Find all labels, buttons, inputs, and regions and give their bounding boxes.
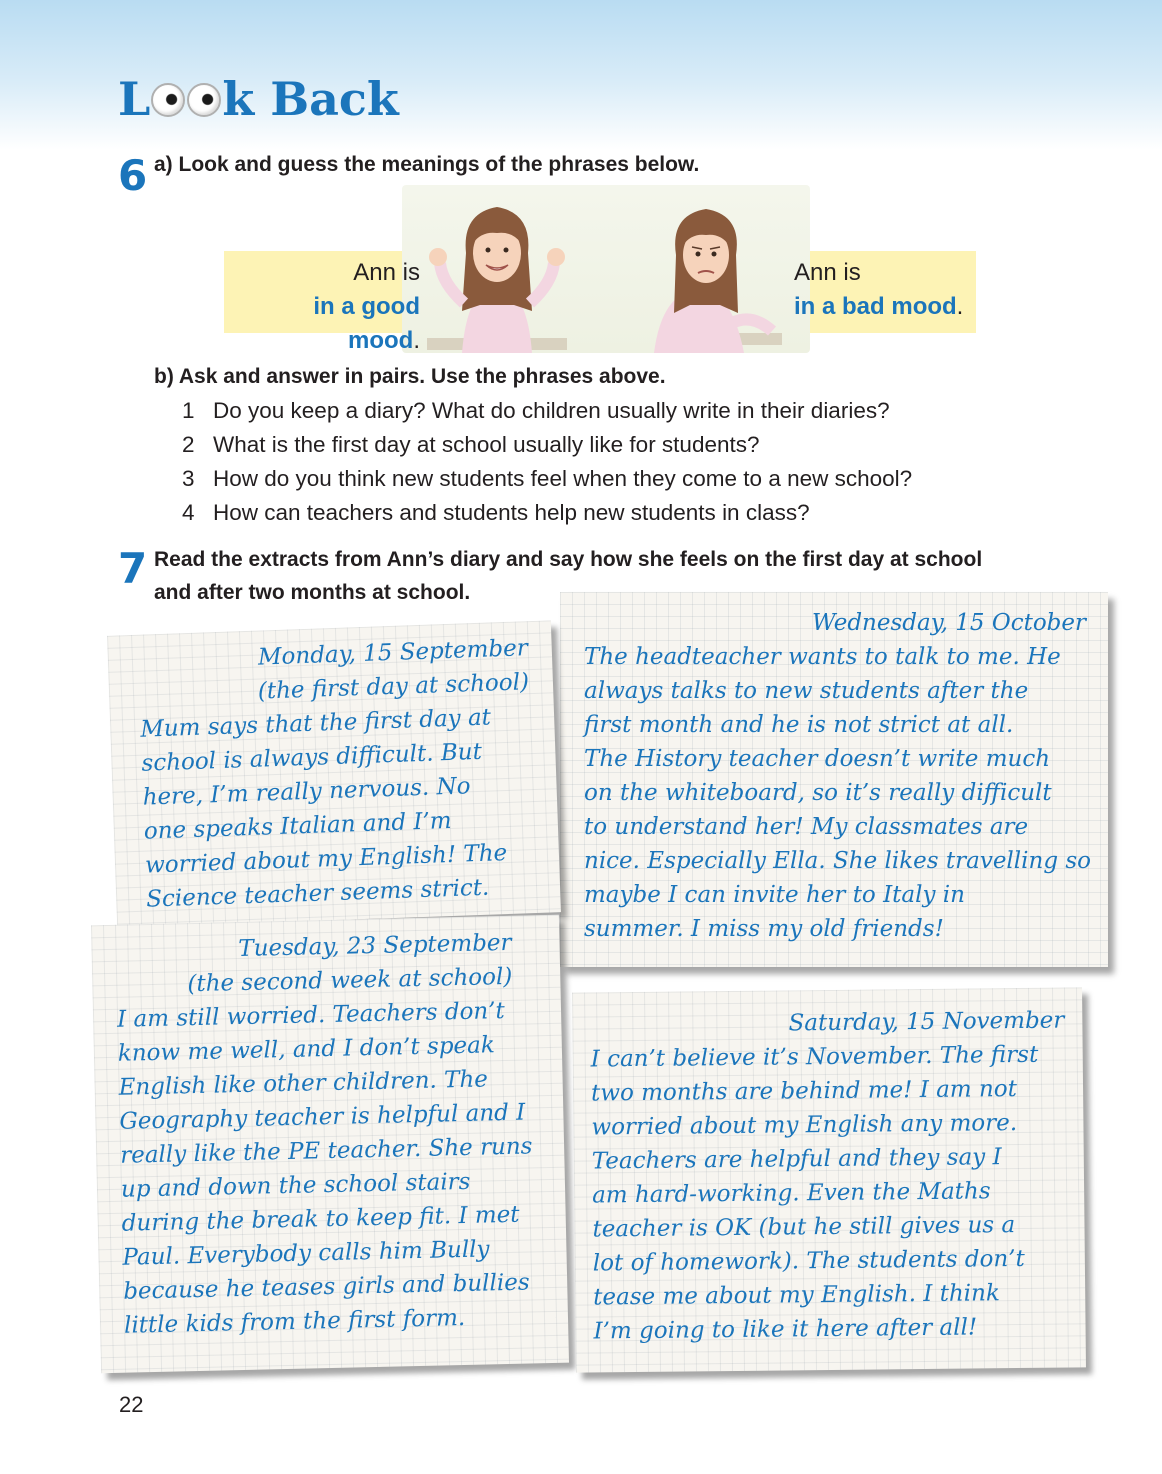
diary-date-note: (the second week at school) xyxy=(187,963,513,998)
diary-line: English like other children. The xyxy=(118,1066,489,1101)
question-number: 4 xyxy=(182,500,195,525)
diary-line: here, I’m really nervous. No xyxy=(142,773,471,811)
diary-line: I am still worried. Teachers don’t xyxy=(116,998,506,1033)
diary-line: am hard-working. Even the Maths xyxy=(592,1178,991,1209)
sad-girl-illustration xyxy=(632,193,782,353)
diary-line: teacher is OK (but he still gives us a xyxy=(592,1212,1016,1243)
eye-icon xyxy=(151,83,185,117)
header-band xyxy=(0,0,1162,150)
diary-date: Tuesday, 23 September xyxy=(238,929,512,963)
instruction-line: and after two months at school. xyxy=(154,581,471,604)
diary-line: Mum says that the first day at xyxy=(139,704,492,743)
diary-body xyxy=(591,1038,1068,1349)
question-number: 3 xyxy=(182,466,195,491)
diary-line: one speaks Italian and I’m xyxy=(143,807,453,845)
bad-mood-label xyxy=(794,256,974,324)
diary-line: maybe I can invite her to Italy in xyxy=(584,882,965,908)
exercise-6a-instruction: a) Look and guess the meanings of the phrases below. xyxy=(154,153,700,176)
illustration xyxy=(402,185,810,353)
title-end: k Back xyxy=(222,72,399,126)
good-mood-prefix: Ann is xyxy=(353,259,420,286)
question-number: 1 xyxy=(182,398,195,423)
diary-line: Teachers are helpful and they say I xyxy=(591,1144,1002,1175)
page-number: 22 xyxy=(119,1392,144,1417)
instruction-line: Read the extracts from Ann’s diary and say how she feels on the first day at school xyxy=(154,548,983,571)
exercise-7-number: 7 xyxy=(118,544,148,593)
diary-line: I can’t believe it’s November. The first xyxy=(590,1041,1039,1073)
diary-line: The headteacher wants to talk to me. He xyxy=(584,644,1061,670)
question-text: What is the first day at school usually like for students? xyxy=(213,432,760,457)
exercise-6b-instruction: b) Ask and answer in pairs. Use the phrases above. xyxy=(154,365,666,388)
diary-note-september-23 xyxy=(91,915,569,1374)
good-mood-period: . xyxy=(413,327,420,354)
diary-line: up and down the school stairs xyxy=(120,1168,471,1203)
diary-line: to understand her! My classmates are xyxy=(584,814,1029,840)
section-title xyxy=(118,72,399,126)
list-item xyxy=(182,462,912,496)
diary-line: first month and he is not strict at all. xyxy=(584,712,1014,738)
diary-line: worried about my English! The xyxy=(144,840,508,879)
diary-line: Science teacher seems strict. xyxy=(145,874,490,913)
diary-line: school is always difficult. But xyxy=(141,738,483,777)
question-text: How can teachers and students help new students in class? xyxy=(213,500,810,525)
diary-body xyxy=(116,994,533,1343)
diary-line: during the break to keep fit. I met xyxy=(121,1201,520,1237)
diary-date: Monday, 15 September xyxy=(257,635,529,671)
diary-line: lot of homework). The students don’t xyxy=(592,1245,1025,1277)
question-number: 2 xyxy=(182,432,195,457)
diary-date-note: (the first day at school) xyxy=(257,669,530,705)
diary-note-october xyxy=(560,592,1108,967)
diary-line: nice. Especially Ella. She likes travelling so xyxy=(584,848,1091,874)
diary-line: Geography teacher is helpful and I xyxy=(119,1099,526,1135)
diary-line: always talks to new students after the xyxy=(584,678,1029,704)
diary-date: Saturday, 15 November xyxy=(788,1007,1065,1037)
diary-line: worried about my English any more. xyxy=(591,1110,1018,1141)
list-item xyxy=(182,394,912,428)
good-mood-label xyxy=(240,256,420,358)
diary-date: Wednesday, 15 October xyxy=(811,610,1086,636)
diary-note-september-15 xyxy=(107,620,561,927)
diary-line: I’m going to like it here after all! xyxy=(593,1314,978,1345)
diary-line: The History teacher doesn’t write much xyxy=(584,746,1051,772)
good-mood-phrase: in a good mood xyxy=(313,293,420,354)
diary-line: little kids from the first form. xyxy=(123,1304,466,1339)
diary-line: tease me about my English. I think xyxy=(593,1280,1000,1311)
eye-icon xyxy=(187,83,221,117)
diary-line: two months are behind me! I am not xyxy=(590,1076,1018,1107)
diary-note-november xyxy=(572,987,1086,1372)
question-text: Do you keep a diary? What do children usually write in their diaries? xyxy=(213,398,890,423)
bad-mood-phrase: in a bad mood xyxy=(794,293,957,320)
list-item xyxy=(182,428,912,462)
diary-line: because he teases girls and bullies xyxy=(123,1269,530,1305)
diary-line: Paul. Everybody calls him Bully xyxy=(122,1236,490,1271)
diary-line: summer. I miss my old friends! xyxy=(584,916,944,942)
question-list xyxy=(182,394,912,530)
diary-line: know me well, and I don’t speak xyxy=(117,1032,496,1067)
list-item xyxy=(182,496,912,530)
bad-mood-period: . xyxy=(956,293,964,320)
title-start: L xyxy=(118,72,151,126)
diary-body xyxy=(140,699,537,916)
exercise-6-number: 6 xyxy=(118,151,148,200)
happy-girl-illustration xyxy=(422,193,572,353)
diary-body xyxy=(584,640,1091,946)
bad-mood-prefix: Ann is xyxy=(794,259,861,286)
diary-line: on the whiteboard, so it’s really difficult xyxy=(584,780,1052,806)
question-text: How do you think new students feel when they come to a new school? xyxy=(213,466,913,491)
diary-line: really like the PE teacher. She runs xyxy=(119,1133,533,1169)
